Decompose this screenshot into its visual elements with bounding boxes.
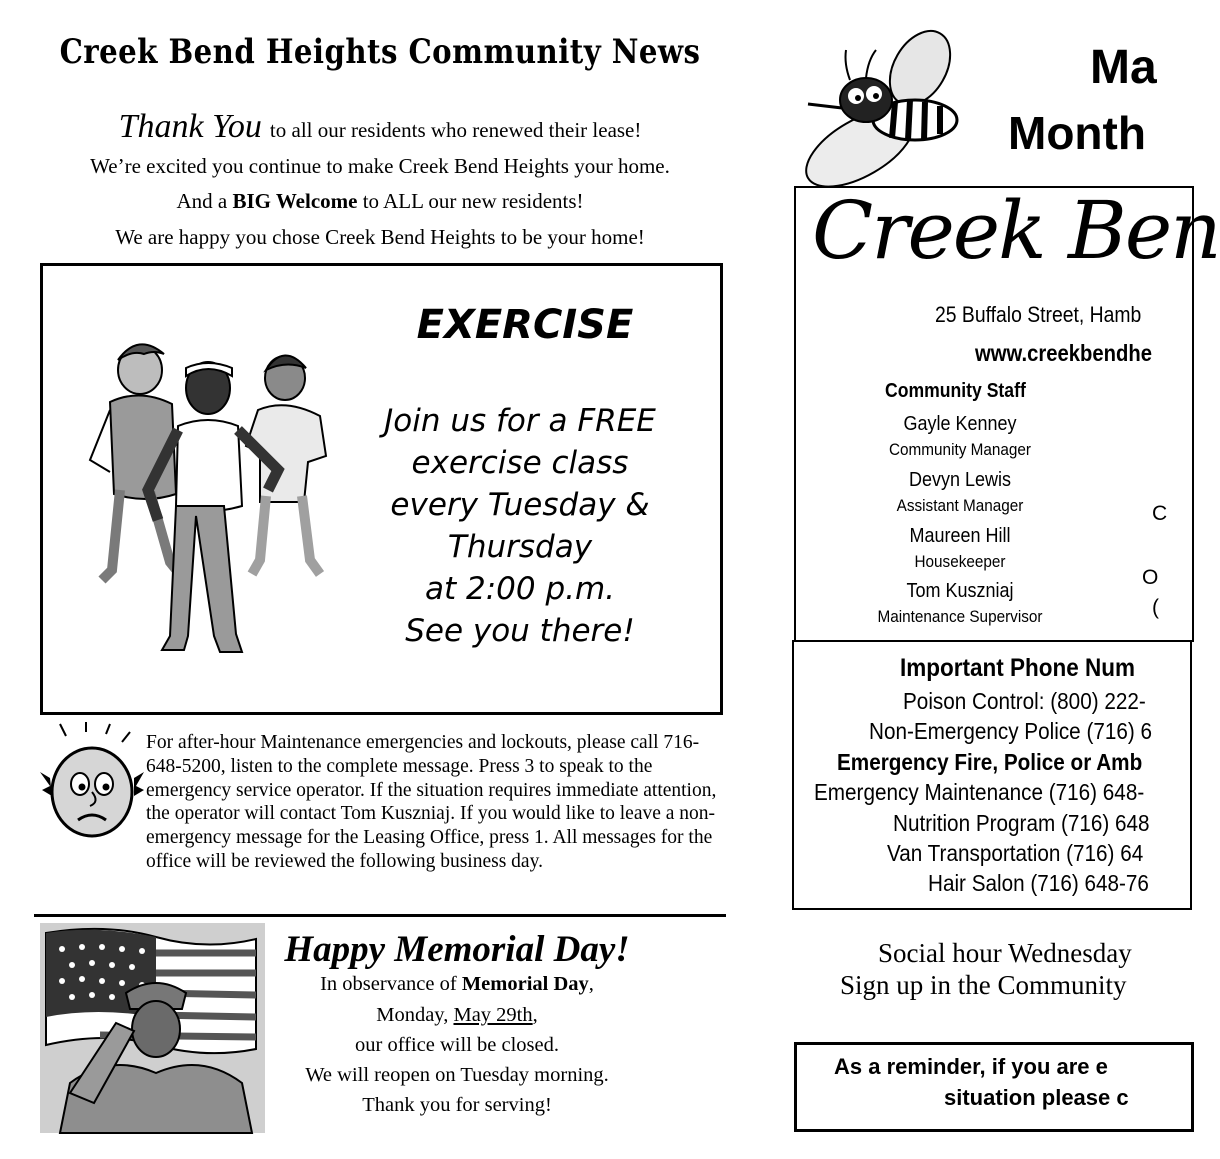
exercise-details <box>360 400 680 652</box>
staff-role: Community Manager <box>888 440 1032 459</box>
memorial-line-5: Thank you for serving! <box>362 1094 552 1116</box>
sign-up-line: Sign up in the Community <box>840 970 1127 1000</box>
newsletter-title: Creek Bend Heights Community News <box>59 32 701 72</box>
cut-off-text: ( <box>1152 596 1159 619</box>
intro-line-4: We are happy you chose Creek Bend Heights to be your home! <box>115 225 645 249</box>
face-spacer <box>36 731 146 851</box>
staff-name: Gayle Kenney <box>903 413 1017 435</box>
social-hour-line: Social hour Wednesday <box>878 938 1132 968</box>
staff-role: Maintenance Supervisor <box>877 607 1043 626</box>
phone-line: Emergency Maintenance (716) 648- <box>814 779 1145 805</box>
welcome-pre: And a <box>176 189 233 213</box>
reminder-line-1: As a reminder, if you are e <box>834 1054 1108 1079</box>
phone-line-emergency: Emergency Fire, Police or Amb <box>837 749 1143 775</box>
exercise-line: See you there! <box>405 613 635 649</box>
thank-you-rest: to all our residents who renewed their lease! <box>269 118 642 142</box>
welcome-post: to ALL our new residents! <box>357 189 584 213</box>
month-subtitle: Month <box>1008 107 1146 159</box>
memorial-heading: Happy Memorial Day! <box>284 929 630 970</box>
memorial-date: May 29th <box>453 1004 533 1026</box>
memorial-line-2 <box>262 1004 652 1027</box>
staff-heading: Community Staff <box>885 380 1026 402</box>
community-website[interactable]: www.creekbendhe <box>975 340 1152 366</box>
cut-off-text: O <box>1142 566 1159 589</box>
month-title: Ma <box>1090 41 1157 94</box>
exercise-line: Thursday <box>447 529 593 565</box>
exercise-line: exercise class <box>411 445 629 481</box>
staff-name: Maureen Hill <box>909 525 1011 547</box>
memorial-line-1 <box>262 973 652 996</box>
emergency-text: For after-hour Maintenance emergencies and lockouts, please call 716-648-5200, listen to the complete message. Press 3 to speak to the emergency service operator. If the situation requires immediate attention, the operator will contact Tom Kuszniaj. If you would like to leave a non-emergency message for the Leasing Office, press 1. All messages for the office will be reviewed the following business day. <box>146 732 717 872</box>
memorial-date-post: , <box>532 1004 538 1026</box>
section-divider <box>34 914 726 917</box>
staff-name: Devyn Lewis <box>908 469 1012 491</box>
bee-illustration <box>800 28 970 188</box>
exercise-heading: EXERCISE <box>416 302 634 348</box>
phone-line: Non-Emergency Police (716) 6 <box>869 718 1153 744</box>
phone-line: Hair Salon (716) 648-76 <box>928 870 1149 896</box>
community-address: 25 Buffalo Street, Hamb <box>935 302 1142 327</box>
reminder-line-2: situation please c <box>944 1085 1129 1110</box>
emergency-instructions <box>36 731 726 874</box>
thank-you-line <box>0 108 760 146</box>
memorial-line-3: our office will be closed. <box>355 1034 559 1056</box>
memorial-post: , <box>588 973 594 995</box>
soldier-flag-illustration <box>40 923 265 1133</box>
staff-role: Assistant Manager <box>896 496 1024 515</box>
exercise-line: every Tuesday & <box>390 487 650 523</box>
phone-numbers-heading: Important Phone Num <box>900 654 1135 682</box>
staff-role: Housekeeper <box>914 552 1006 571</box>
intro-line-3 <box>0 189 760 214</box>
phone-line: Van Transportation (716) 64 <box>887 840 1144 866</box>
phone-line: Nutrition Program (716) 648 <box>893 810 1150 836</box>
memorial-date-pre: Monday, <box>376 1004 454 1026</box>
welcome-bold: BIG Welcome <box>232 189 358 213</box>
intro-line-2: We’re excited you continue to make Creek Bend Heights your home. <box>90 154 670 178</box>
exercise-people-illustration <box>80 330 340 660</box>
cut-off-text: C <box>1152 502 1168 525</box>
memorial-line-4: We will reopen on Tuesday morning. <box>305 1064 609 1086</box>
memorial-pre: In observance of <box>320 973 462 995</box>
staff-name: Tom Kuszniaj <box>906 580 1014 602</box>
phone-line: Poison Control: (800) 222- <box>903 688 1146 714</box>
memorial-bold: Memorial Day <box>461 973 589 995</box>
exercise-line: Join us for a FREE <box>384 403 656 439</box>
thank-you-script: Thank You <box>118 108 262 145</box>
community-script-name: Creek Ben <box>812 184 1220 277</box>
exercise-line: at 2:00 p.m. <box>424 571 616 607</box>
